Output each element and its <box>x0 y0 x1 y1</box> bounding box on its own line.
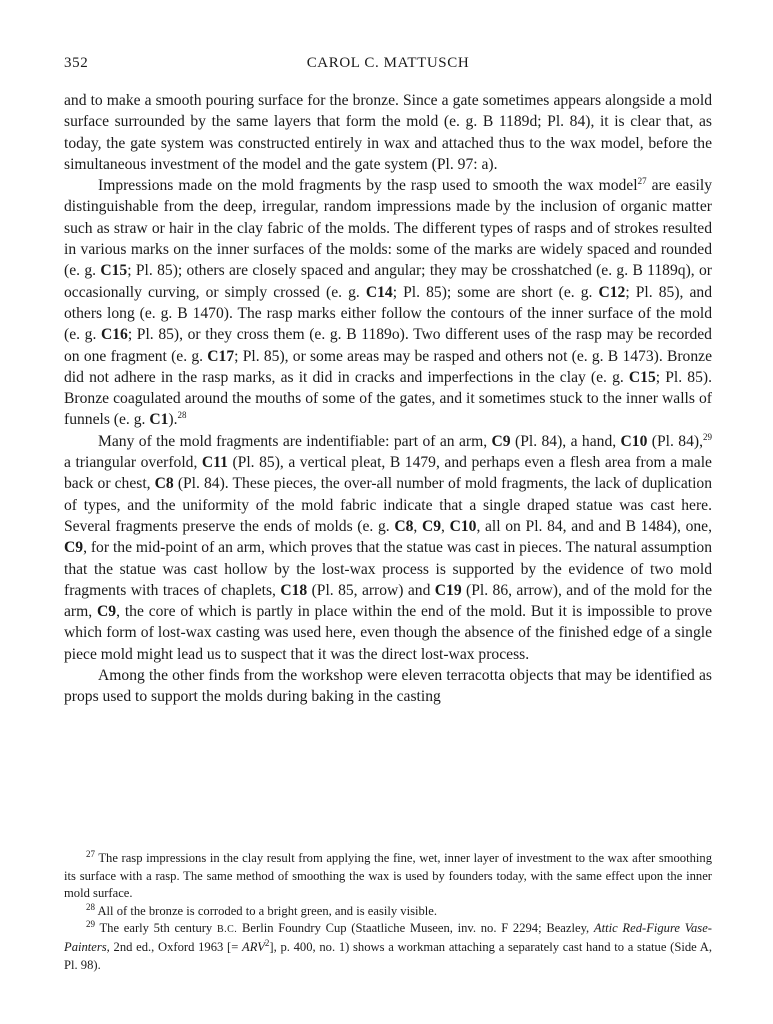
footnote: $^{28}$ All of the bronze is corroded to a bright green, and is easily visible. <box>86 901 438 918</box>
page-number: 352 <box>64 55 89 71</box>
paragraph: Many of the mold fragments are indentifiable: part of an arm, C9 (Pl. 84), a hand, C10 (Pl. 84),$^{29}$ a triangular overfold, C11 (Pl. 85), a vertical pleat, B 1479, and perhaps even a flesh area from a male back or chest, C8 (Pl. 84). These pieces, the over-all number of mold fragments, the lack of duplication of types, and the uniformity of the mold fabric indicate that a single draped statue was cast here. Several fragments preserve the ends of molds (e. g. C8, C9, C10, all on Pl. 84, and and B 1484), one, C9, for the mid-point of an arm, which proves that the statue was cast in pieces. The natural assumption that the statue was cast hollow by the lost-wax process is supported by the evidence of two mold fragments with traces of chaplets, C18 (Pl. 85, arrow) and C19 (Pl. 86, arrow), and of the mold for the arm, C9, the core of which is partly in place within the end of the mold. But it is impossible to prove which form of lost-wax casting was used here, even though the absence of the finished edge of a single piece mold might lead us to suspect that it was the direct lost-wax process. <box>64 431 713 663</box>
paragraph: and to make a smooth pouring surface for the bronze. Since a gate sometimes appears alongside a mold surface surrounded by the same layers that form the mold (e. g. B 1189d; Pl. 84), it is clear that, as today, the gate system was constructed entirely in wax and attached thus to the wax model, before the simultaneous investment of the model and the gate system (Pl. 97: a). <box>64 92 712 173</box>
footnote: $^{29}$ The early 5th century B.C. Berlin Foundry Cup (Staatliche Museen, inv. no. F 2294; Beazley, Attic Red-Figure Vase-Painters, 2nd ed., Oxford 1963 [= $ARV^2$], p. 400, no. 1) shows a workman attaching a separately cast hand to a statue (Side A, Pl. 98). <box>64 919 712 972</box>
paragraph: Among the other finds from the workshop were eleven terracotta objects that may be identified as props used to support the molds during baking in the casting <box>64 667 712 706</box>
body-text <box>64 90 712 708</box>
paragraph: Impressions made on the mold fragments by the rasp used to smooth the wax model$^{27}$ are easily distinguishable from the deep, irregular, random impressions made by the inclusion of organic matter such as straw or hair in the clay fabric of the molds. The different types of rasps and of strokes resulted in various marks on the inner surfaces of the molds: some of the marks are widely spaced and rounded (e. g. C15; Pl. 85); others are closely spaced and angular; they may be crosshatched (e. g. B 1189q), or occasionally curving, or simply crossed (e. g. C14; Pl. 85); some are short (e. g. C12; Pl. 85), and others long (e. g. B 1470). The rasp marks either follow the contours of the inner surface of the mold (e. g. C16; Pl. 85), or they cross them (e. g. B 1189o). Two different uses of the rasp may be recorded on one fragment (e. g. C17; Pl. 85), or some areas may be rasped and others not (e. g. B 1473). Bronze did not adhere in the rasp marks, as it did in cracks and imperfections in the clay (e. g. C15; Pl. 85). Bronze coagulated around the mouths of some of the gates, and it sometimes stuck to the inner walls of funnels (e. g. C1).$^{28}$ <box>64 176 713 429</box>
footnote: $^{27}$ The rasp impressions in the clay result from applying the fine, wet, inner layer of investment to the wax after smoothing its surface with a rasp. The same method of smoothing the wax is used by founders today, with the same effect upon the inner mold surface. <box>64 848 712 901</box>
page-header <box>64 55 712 77</box>
running-head: CAROL C. MATTUSCH <box>306 55 470 71</box>
footnotes <box>64 850 712 974</box>
